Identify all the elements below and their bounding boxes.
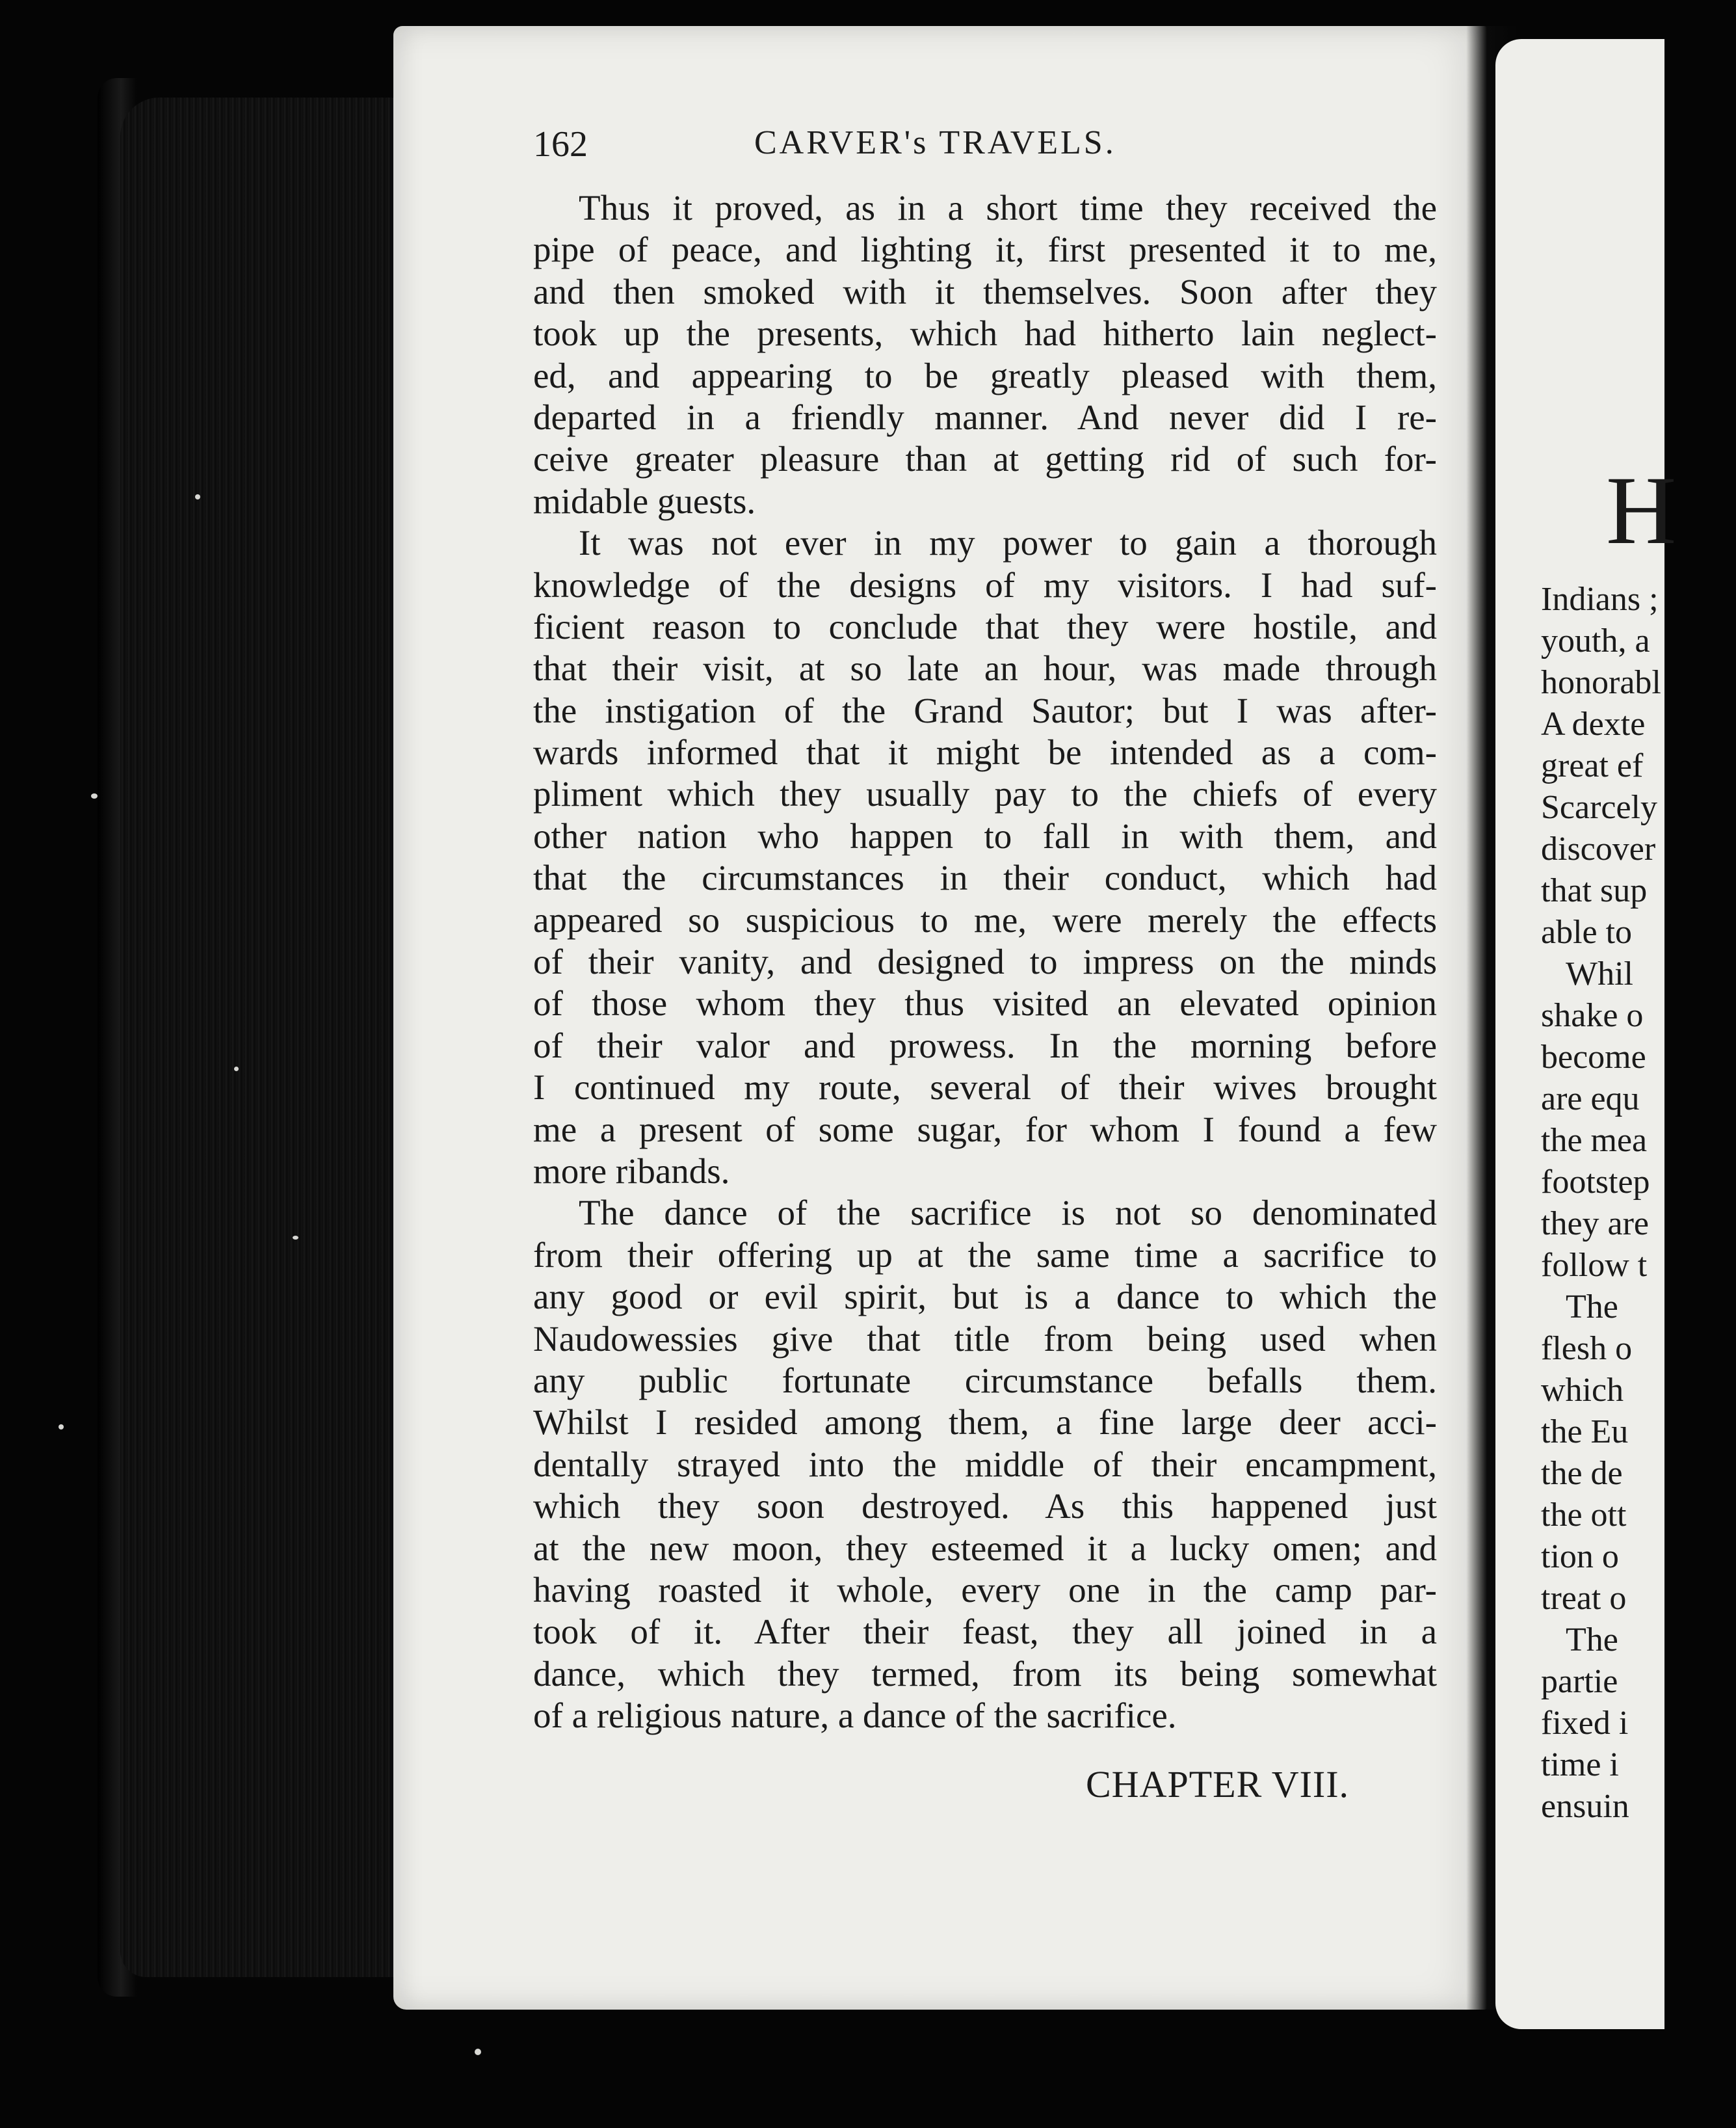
- right-page-line: tion o: [1541, 1538, 1619, 1575]
- right-page-line: The: [1566, 1621, 1618, 1658]
- text-line: of their vanity, and designed to impress on the minds: [533, 942, 1437, 982]
- right-page-line: ensuin: [1541, 1788, 1629, 1825]
- text-line: ed, and appearing to be greatly pleased with them,: [533, 355, 1437, 395]
- right-page-line: treat o: [1541, 1580, 1627, 1617]
- page-number: 162: [533, 124, 588, 165]
- text-line: I continued my route, several of their wives brought: [533, 1067, 1437, 1108]
- text-line: any good or evil spirit, but is a dance to which the: [533, 1277, 1437, 1317]
- right-page-line: they are: [1541, 1205, 1650, 1242]
- text-line: from their offering up at the same time a sacrifice to: [533, 1234, 1437, 1275]
- running-title: CARVER's TRAVELS.: [754, 124, 1116, 161]
- text-line: of those whom they thus visited an elevated opinion: [533, 983, 1437, 1024]
- text-line: took up the presents, which had hitherto lain neglect-: [533, 313, 1437, 354]
- right-page-line: A dexte: [1541, 706, 1646, 743]
- text-line: Naudowessies give that title from being used when: [533, 1318, 1437, 1359]
- text-line: Thus it proved, as in a short time they received the: [579, 188, 1437, 228]
- text-line: me a present of some sugar, for whom I found a few: [533, 1109, 1437, 1149]
- text-line: departed in a friendly manner. And never did I re-: [533, 397, 1437, 437]
- right-page-line: discover: [1541, 831, 1656, 868]
- text-line: other nation who happen to fall in with them, and: [533, 816, 1437, 856]
- text-line: the instigation of the Grand Sautor; but I was after-: [533, 690, 1437, 730]
- text-line: pliment which they usually pay to the chiefs of every: [533, 774, 1437, 814]
- right-page-line: fixed i: [1541, 1705, 1629, 1742]
- right-page-line: great ef: [1541, 747, 1644, 784]
- text-line: having roasted it whole, every one in the camp par-: [533, 1569, 1437, 1610]
- right-page-line: The: [1566, 1288, 1618, 1325]
- dust-speck: [59, 1424, 64, 1430]
- text-line: which they soon destroyed. As this happened just: [533, 1486, 1437, 1526]
- body-text: [533, 187, 1437, 1736]
- right-page-line: flesh o: [1541, 1330, 1633, 1367]
- text-line: It was not ever in my power to gain a thorough: [579, 523, 1437, 563]
- dust-speck: [293, 1236, 298, 1240]
- right-page-line: able to: [1541, 914, 1633, 951]
- text-line: and then smoked with it themselves. Soon after they: [533, 271, 1437, 312]
- text-line: pipe of peace, and lighting it, first presented it to me,: [533, 230, 1437, 270]
- right-page-line: Whil: [1566, 955, 1633, 992]
- right-page-line: time i: [1541, 1746, 1619, 1783]
- text-line: dance, which they termed, from its being somewhat: [533, 1653, 1437, 1694]
- right-page-line: are equ: [1541, 1080, 1640, 1117]
- right-page-line: follow t: [1541, 1247, 1648, 1284]
- right-page: [1495, 39, 1677, 2029]
- right-page-text: [1541, 579, 1736, 1828]
- text-line: The dance of the sacrifice is not so denominated: [579, 1193, 1437, 1233]
- right-page-line: honorabl: [1541, 664, 1661, 701]
- right-page-line: the mea: [1541, 1122, 1648, 1159]
- text-line: more ribands.: [533, 1150, 730, 1191]
- right-page-line: the de: [1541, 1455, 1623, 1492]
- dust-speck: [195, 494, 200, 499]
- right-page-line: Indians ;: [1541, 581, 1659, 618]
- text-line: took of it. After their feast, they all joined in a: [533, 1612, 1437, 1652]
- right-page-line: that sup: [1541, 872, 1648, 909]
- right-page-line: which: [1541, 1372, 1624, 1409]
- catchword: CHAPTER VIII.: [1086, 1763, 1350, 1805]
- right-page-line: become: [1541, 1039, 1646, 1076]
- right-page-line: youth, a: [1541, 622, 1650, 659]
- running-head: [533, 124, 1339, 176]
- text-line: knowledge of the designs of my visitors. I had suf-: [533, 565, 1437, 605]
- text-line: at the new moon, they esteemed it a lucky omen; and: [533, 1528, 1437, 1568]
- text-line: any public fortunate circumstance befalls them.: [533, 1360, 1437, 1400]
- text-line: Whilst I resided among them, a fine large deer acci-: [533, 1402, 1437, 1443]
- dust-speck: [234, 1067, 239, 1071]
- text-line: dentally strayed into the middle of their encampment,: [533, 1444, 1437, 1484]
- right-page-line: shake o: [1541, 997, 1644, 1034]
- right-page-line: footstep: [1541, 1164, 1650, 1201]
- dust-speck: [475, 2049, 481, 2055]
- text-line: appeared so suspicious to me, were merely the effects: [533, 899, 1437, 940]
- text-line: midable guests.: [533, 481, 756, 521]
- text-line: ceive greater pleasure than at getting rid of such for-: [533, 439, 1437, 479]
- text-line: of their valor and prowess. In the morning before: [533, 1025, 1437, 1065]
- right-page-line: Scarcely: [1541, 789, 1658, 826]
- text-line: that their visit, at so late an hour, was made through: [533, 648, 1437, 689]
- right-page-line: the ott: [1541, 1496, 1627, 1534]
- text-line: wards informed that it might be intended as a com-: [533, 732, 1437, 773]
- page-stack-edge: [120, 98, 400, 1977]
- right-page-line: partie: [1541, 1663, 1618, 1700]
- dust-speck: [91, 793, 98, 799]
- text-line: that the circumstances in their conduct, which had: [533, 858, 1437, 898]
- right-page-line: the Eu: [1541, 1413, 1629, 1450]
- right-page-drop-cap: H: [1606, 457, 1677, 565]
- text-line: of a religious nature, a dance of the sacrifice.: [533, 1696, 1177, 1736]
- text-line: ficient reason to conclude that they were hostile, and: [533, 606, 1437, 646]
